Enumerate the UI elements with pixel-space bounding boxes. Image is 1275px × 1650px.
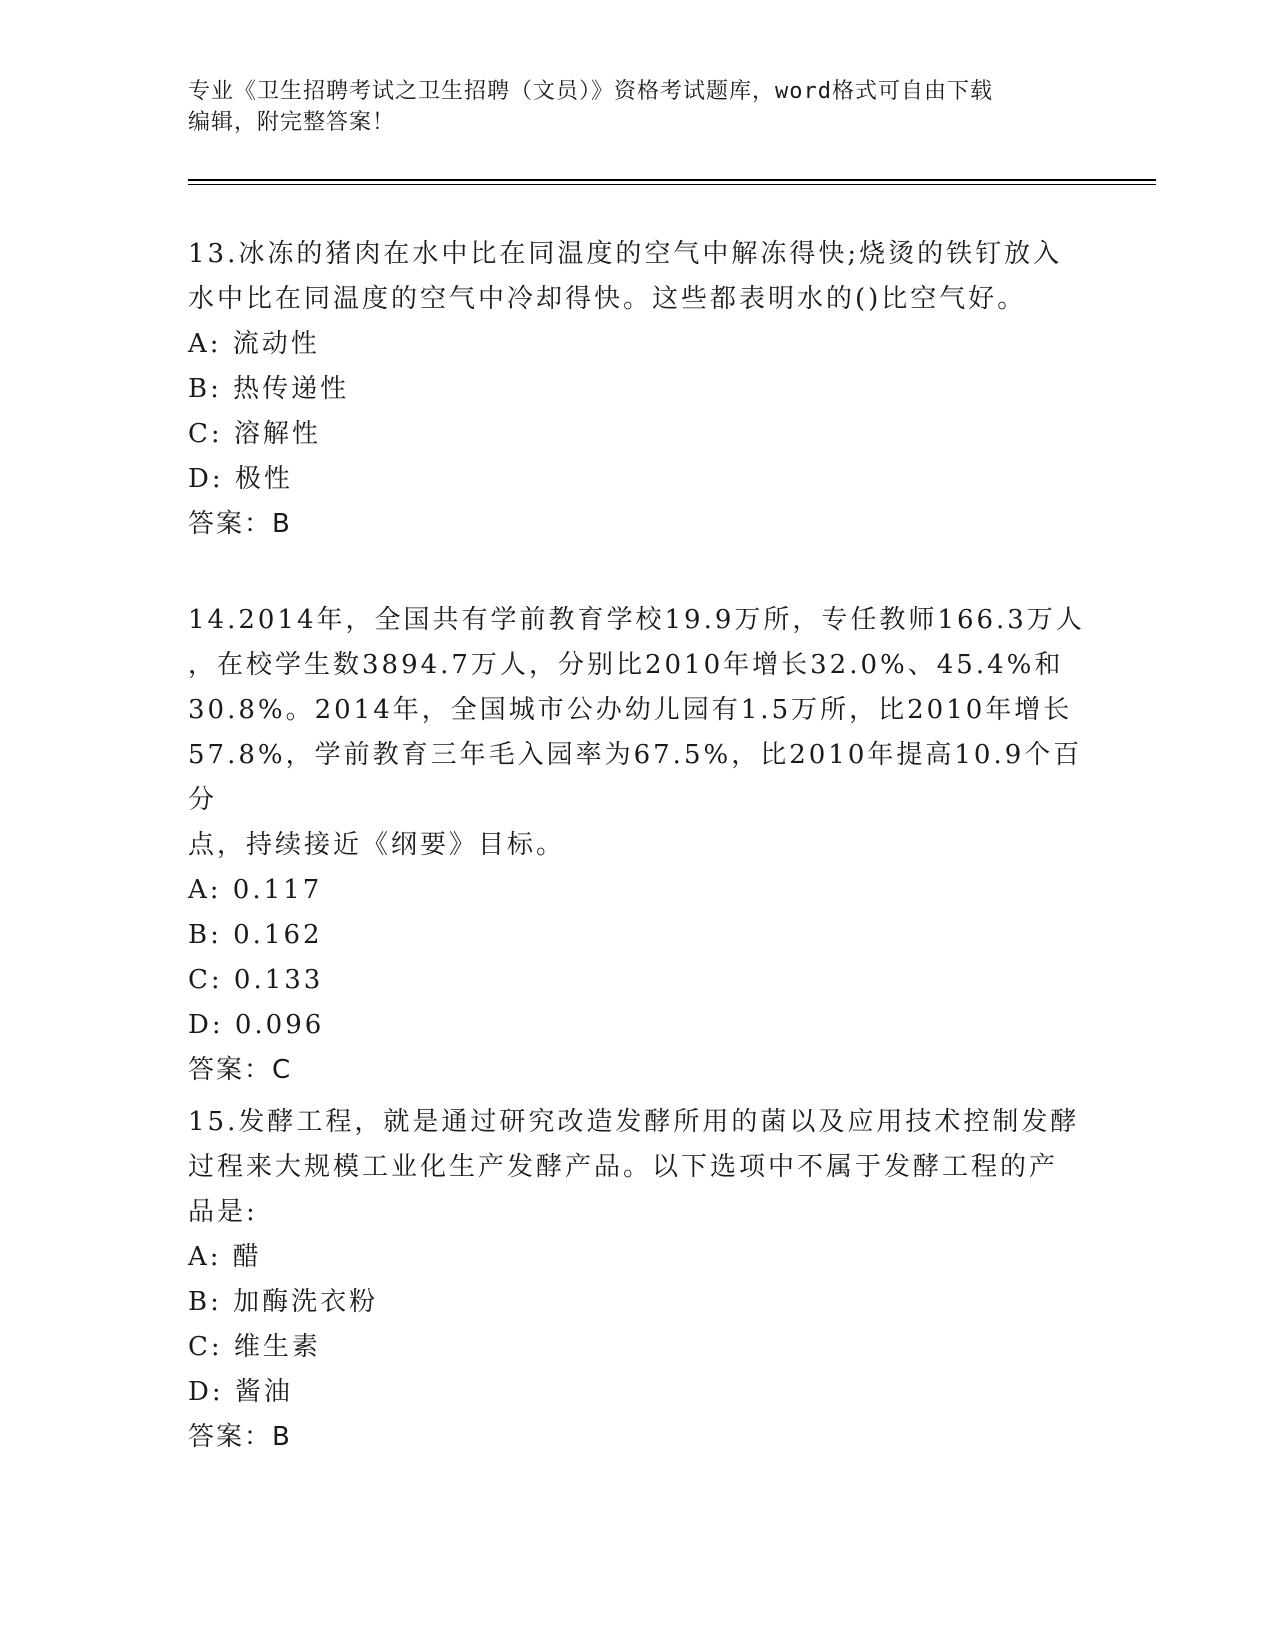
question-stem-line: ，在校学生数3894.7万人，分别比2010年增长32.0%、45.4%和	[188, 650, 1064, 680]
question-14	[188, 598, 1088, 1093]
answer-label: 答案：B	[188, 1422, 292, 1452]
option-a: A: 醋	[188, 1242, 262, 1272]
option-a: A: 0.117	[188, 875, 323, 905]
question-stem-line: 点，持续接近《纲要》目标。	[188, 830, 566, 860]
option-c: C: 溶解性	[188, 419, 321, 449]
option-d: D: 酱油	[188, 1377, 293, 1407]
question-stem-line: 30.8%。2014年，全国城市公办幼儿园有1.5万所，比2010年增长	[188, 695, 1073, 725]
question-stem-line: 15.发酵工程，就是通过研究改造发酵所用的菌以及应用技术控制发酵	[188, 1107, 1080, 1137]
option-b: B: 0.162	[188, 920, 323, 950]
option-b: B: 加酶洗衣粉	[188, 1287, 379, 1317]
option-b: B: 热传递性	[188, 374, 350, 404]
question-13	[188, 232, 1088, 547]
question-15	[188, 1100, 1088, 1460]
header-line-2: 编辑，附完整答案！	[188, 110, 396, 135]
option-c: C: 0.133	[188, 965, 324, 995]
answer-label: 答案：C	[188, 1055, 293, 1085]
document-header	[188, 76, 1088, 138]
option-a: A: 流动性	[188, 329, 320, 359]
answer-label: 答案：B	[188, 509, 292, 539]
question-stem-line: 品是:	[188, 1197, 258, 1227]
question-stem-line: 过程来大规模工业化生产发酵产品。以下选项中不属于发酵工程的产	[188, 1152, 1059, 1182]
header-divider-thin	[188, 184, 1156, 185]
header-divider-thick	[188, 179, 1156, 181]
question-stem-line: 14.2014年，全国共有学前教育学校19.9万所，专任教师166.3万人	[188, 605, 1085, 635]
question-stem-line: 13.冰冻的猪肉在水中比在同温度的空气中解冻得快;烧烫的铁钉放入	[188, 239, 1063, 269]
question-stem-line: 57.8%，学前教育三年毛入园率为67.5%，比2010年提高10.9个百分	[188, 740, 1083, 815]
option-d: D: 0.096	[188, 1010, 325, 1040]
question-stem-line: 水中比在同温度的空气中冷却得快。这些都表明水的()比空气好。	[188, 284, 1027, 314]
header-line-1: 专业《卫生招聘考试之卫生招聘（文员）》资格考试题库，word格式可自由下载	[188, 79, 993, 104]
option-c: C: 维生素	[188, 1332, 321, 1362]
option-d: D: 极性	[188, 464, 293, 494]
